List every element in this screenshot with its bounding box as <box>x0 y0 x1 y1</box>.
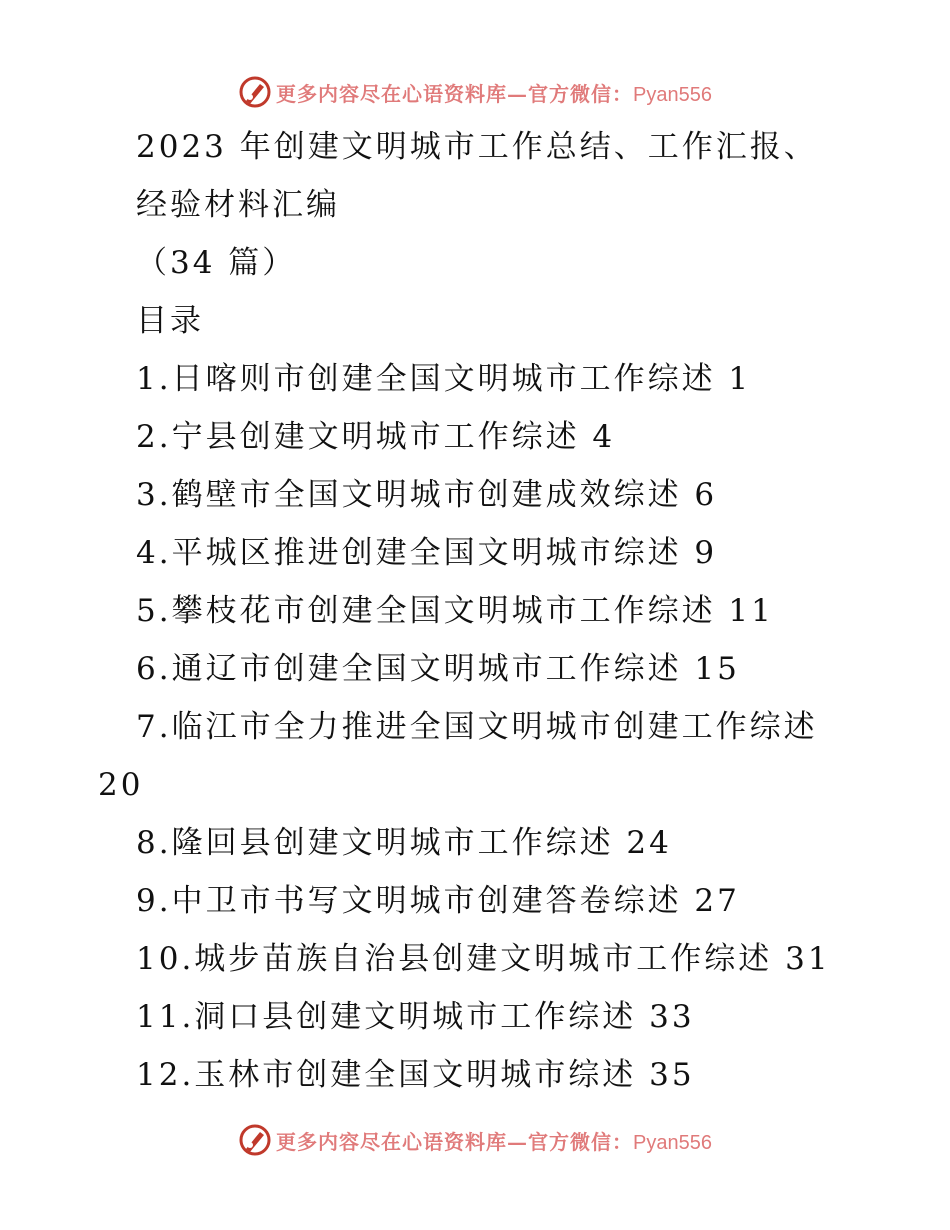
header-banner <box>0 72 950 112</box>
document-title-line-2: 经验材料汇编 <box>136 187 340 223</box>
pen-logo-icon <box>238 1123 272 1157</box>
toc-item: 1.日喀则市创建全国文明城市工作综述 1 <box>136 361 752 397</box>
pen-logo-icon <box>238 75 272 109</box>
footer-banner-handle: Pyan556 <box>633 1131 712 1154</box>
document-count: （34 篇） <box>136 245 297 281</box>
document-body <box>0 118 950 1104</box>
toc-item-page-wrap: 20 <box>98 767 144 803</box>
toc-item: 6.通辽市创建全国文明城市工作综述 15 <box>136 651 740 687</box>
document-title-line-1: 2023 年创建文明城市工作总结、工作汇报、 <box>136 129 818 165</box>
toc-item: 5.攀枝花市创建全国文明城市工作综述 11 <box>136 593 774 629</box>
toc-item: 4.平城区推进创建全国文明城市综述 9 <box>136 535 718 571</box>
toc-item: 7.临江市全力推进全国文明城市创建工作综述 <box>136 709 818 745</box>
toc-item: 9.中卫市书写文明城市创建答卷综述 27 <box>136 883 740 919</box>
header-banner-handle: Pyan556 <box>633 83 712 106</box>
toc-item: 11.洞口县创建文明城市工作综述 33 <box>136 999 695 1035</box>
toc-heading: 目录 <box>136 303 204 339</box>
toc-item: 8.隆回县创建文明城市工作综述 24 <box>136 825 672 861</box>
footer-banner-text: 更多内容尽在心语资料库—官方微信：Pyan556 <box>276 1129 712 1154</box>
footer-banner <box>0 1120 950 1160</box>
toc-item: 2.宁县创建文明城市工作综述 4 <box>136 419 616 455</box>
toc-item: 3.鹤壁市全国文明城市创建成效综述 6 <box>136 477 718 513</box>
toc-item: 12.玉林市创建全国文明城市综述 35 <box>136 1057 695 1093</box>
header-banner-text: 更多内容尽在心语资料库—官方微信：Pyan556 <box>276 81 712 106</box>
toc-item: 10.城步苗族自治县创建文明城市工作综述 31 <box>136 941 831 977</box>
